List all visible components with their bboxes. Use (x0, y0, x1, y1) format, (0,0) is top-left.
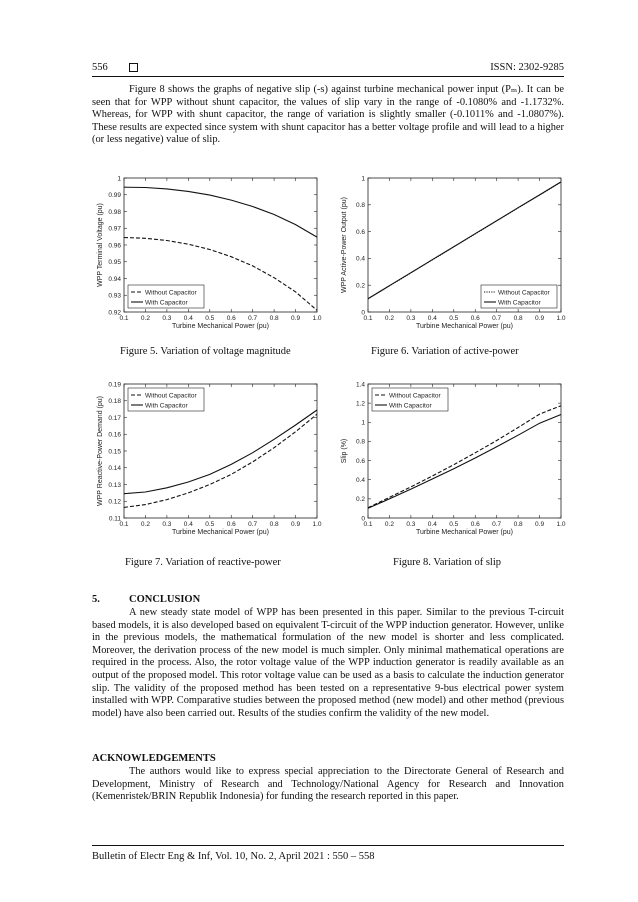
square-icon (129, 63, 138, 72)
page-footer: Bulletin of Electr Eng & Inf, Vol. 10, No. 2, April 2021 : 550 – 558 (92, 851, 375, 862)
legend-label: With Capacitor (145, 299, 188, 307)
y-tick-label: 0.98 (108, 208, 121, 216)
x-tick-label: 0.6 (470, 521, 480, 528)
x-tick-label: 0.9 (535, 521, 545, 528)
intro-paragraph: Figure 8 shows the graphs of negative slip (-s) against turbine mechanical power input (Pₘ). It can be seen that for WPP without shunt capacitor, the values of slip vary in the range of -0.1080% and -1.1732%. Whereas, for WPP with shunt capacitor, the range of variation is slightly smaller (-0.1011% and -1.0807%). These results are expected since system with shunt capacitor has a better voltage profile and will lead to a higher (or less negative) value of slip. (92, 84, 564, 146)
x-tick-label: 0.6 (226, 315, 236, 322)
x-tick-label: 0.1 (119, 315, 129, 322)
figure-6-chart (338, 172, 578, 337)
y-tick-label: 0.4 (355, 477, 365, 485)
y-tick-label: 0.94 (108, 275, 121, 283)
y-tick-label: 0.12 (108, 498, 121, 506)
y-tick-label: 0.15 (108, 448, 121, 456)
y-tick-label: 0.97 (108, 225, 121, 233)
y-tick-label: 0.2 (355, 496, 365, 504)
y-tick-label: 0 (361, 309, 365, 317)
caption-figure-5: Figure 5. Variation of voltage magnitude (120, 346, 291, 357)
x-tick-label: 1.0 (556, 315, 566, 322)
y-tick-label: 0.99 (108, 192, 121, 200)
legend-label: With Capacitor (389, 402, 432, 410)
legend-label: With Capacitor (498, 299, 541, 307)
slip-chart (338, 378, 578, 543)
y-tick-label: 1 (361, 175, 365, 183)
x-tick-label: 0.4 (427, 521, 437, 528)
x-tick-label: 0.2 (384, 315, 394, 322)
x-tick-label: 0.5 (449, 521, 459, 528)
x-tick-label: 0.5 (205, 521, 215, 528)
y-tick-label: 0.17 (108, 414, 121, 422)
y-tick-label: 0.4 (355, 255, 365, 263)
x-tick-label: 0.3 (162, 315, 172, 322)
acknowledgements-heading: ACKNOWLEDGEMENTS (92, 753, 216, 764)
x-tick-label: 0.9 (291, 521, 301, 528)
y-tick-label: 0.14 (108, 465, 121, 473)
voltage-chart (94, 172, 334, 337)
x-tick-label: 0.8 (513, 315, 523, 322)
x-tick-label: 0.4 (427, 315, 437, 322)
x-tick-label: 0.3 (406, 315, 416, 322)
page-number: 556 (92, 62, 108, 73)
y-tick-label: 0.11 (108, 515, 121, 523)
y-tick-label: 1.4 (355, 381, 365, 389)
y-tick-label: 0 (361, 515, 365, 523)
y-tick-label: 0.95 (108, 259, 121, 267)
y-tick-label: 0.18 (108, 398, 121, 406)
conclusion-text: A new steady state model of WPP has been presented in this paper. Similar to the previous T-circuit based models, it is also developed based on equivalent T-circuit of the WPP induction generator. However, unlike in the previous models, the mathematical formulation of the new model is shorter and less complicated. Moreover, the derivation process of the new model is much simpler. Only minimal mathematical operations are required in the process. Also, the rotor voltage value of the WPP induction generator is readily available as an output of the proposed model. This rotor voltage value can be used as a basis to calculate the induction generator slip. The validity of the proposed method has been tested on a representative 9-bus electrical power system installed with WPP. Comparative studies between the proposed method (new model) and other method (previous model) have also been carried out. Results of the studies confirm the validity of the new model. (92, 607, 564, 719)
x-tick-label: 0.7 (248, 315, 258, 322)
y-axis-label: WPP Reactive-Power Demand (pu) (97, 396, 104, 506)
footer-rule (92, 845, 564, 846)
x-tick-label: 0.3 (162, 521, 172, 528)
caption-figure-6: Figure 6. Variation of active-power (371, 346, 519, 357)
x-tick-label: 0.1 (363, 315, 373, 322)
legend-label: Without Capacitor (145, 392, 197, 400)
caption-figure-7: Figure 7. Variation of reactive-power (125, 557, 281, 568)
y-tick-label: 1 (361, 419, 365, 427)
x-tick-label: 0.3 (406, 521, 416, 528)
reactive-power-chart (94, 378, 334, 543)
x-tick-label: 0.5 (449, 315, 459, 322)
y-tick-label: 0.19 (108, 381, 121, 389)
y-tick-label: 0.13 (108, 481, 121, 489)
x-tick-label: 0.5 (205, 315, 215, 322)
section-title: CONCLUSION (129, 594, 201, 605)
x-tick-label: 0.6 (226, 521, 236, 528)
x-tick-label: 0.7 (492, 521, 502, 528)
y-axis-label: Slip (%) (341, 438, 348, 464)
x-tick-label: 0.1 (119, 521, 129, 528)
section-number: 5. (92, 594, 100, 605)
active-power-chart (338, 172, 578, 337)
legend-label: Without Capacitor (145, 289, 197, 297)
y-tick-label: 1 (117, 175, 121, 183)
y-tick-label: 1.2 (355, 400, 365, 408)
y-axis-label: WPP Active-Power Output (pu) (341, 197, 348, 293)
header-rule (92, 76, 564, 77)
legend-label: Without Capacitor (498, 289, 550, 297)
x-tick-label: 0.8 (269, 521, 279, 528)
figure-7-chart (94, 378, 334, 543)
x-tick-label: 0.2 (140, 521, 150, 528)
x-tick-label: 0.2 (384, 521, 394, 528)
figure-8-chart (338, 378, 578, 543)
x-tick-label: 0.6 (470, 315, 480, 322)
legend-label: Without Capacitor (389, 392, 441, 400)
x-tick-label: 0.9 (291, 315, 301, 322)
caption-figure-8: Figure 8. Variation of slip (393, 557, 502, 568)
y-tick-label: 0.8 (355, 438, 365, 446)
x-axis-label: Turbine Mechanical Power (pu) (415, 323, 514, 330)
x-tick-label: 0.1 (363, 521, 373, 528)
y-axis-label: WPP Terminal Voltage (pu) (97, 203, 104, 287)
y-tick-label: 0.16 (108, 431, 121, 439)
x-tick-label: 1.0 (556, 521, 566, 528)
issn: ISSN: 2302-9285 (490, 62, 564, 73)
y-tick-label: 0.96 (108, 242, 121, 250)
x-axis-label: Turbine Mechanical Power (pu) (415, 529, 514, 536)
conclusion-heading (92, 594, 200, 605)
x-tick-label: 1.0 (312, 521, 322, 528)
y-tick-label: 0.6 (355, 228, 365, 236)
x-tick-label: 1.0 (312, 315, 322, 322)
y-tick-label: 0.2 (355, 282, 365, 290)
y-tick-label: 0.93 (108, 292, 121, 300)
x-tick-label: 0.8 (269, 315, 279, 322)
x-tick-label: 0.8 (513, 521, 523, 528)
x-tick-label: 0.7 (248, 521, 258, 528)
x-tick-label: 0.7 (492, 315, 502, 322)
x-tick-label: 0.2 (140, 315, 150, 322)
y-tick-label: 0.6 (355, 457, 365, 465)
acknowledgements-text: The authors would like to express special appreciation to the Directorate General of Research and Development, Ministry of Research and Technology/National Agency for Research and Innovation (Kemenristek/BRIN Republik Indonesia) for funding the research reported in this paper. (92, 766, 564, 803)
y-tick-label: 0.8 (355, 202, 365, 210)
x-tick-label: 0.4 (183, 315, 193, 322)
legend-label: With Capacitor (145, 402, 188, 410)
x-axis-label: Turbine Mechanical Power (pu) (171, 323, 270, 330)
figure-5-chart (94, 172, 334, 337)
x-tick-label: 0.9 (535, 315, 545, 322)
x-tick-label: 0.4 (183, 521, 193, 528)
x-axis-label: Turbine Mechanical Power (pu) (171, 529, 270, 536)
y-tick-label: 0.92 (108, 309, 121, 317)
